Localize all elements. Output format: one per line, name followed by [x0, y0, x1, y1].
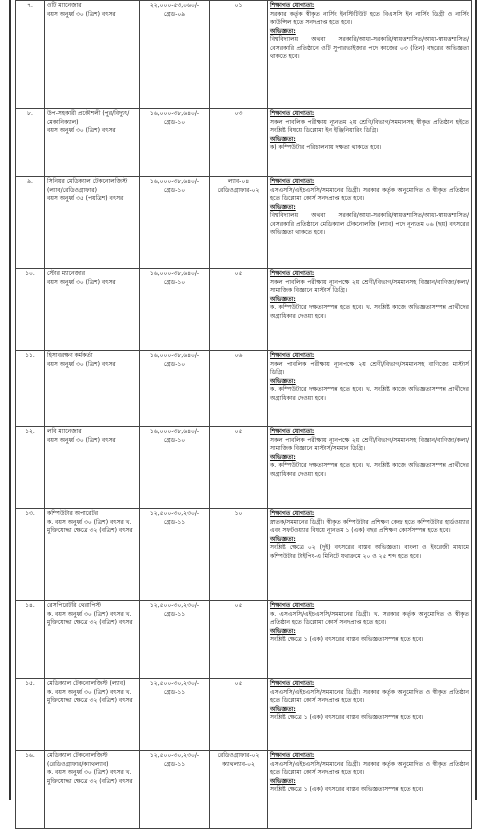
pay-scale: ২২,০০০-৫৩,০৬০/-	[149, 2, 200, 9]
job-circular-table	[15, 0, 472, 829]
experience-heading: অভিজ্ঞতা:	[270, 27, 296, 35]
post-name: রেসপিরেটরি থেরাপিস্ট	[47, 602, 101, 609]
post-cell	[45, 177, 140, 269]
post-name: সিনিয়র মেডিক্যাল টেকনোলজিস্ট (ল্যাব/রেডিওগ্রাফার)	[47, 178, 128, 194]
right-border-line	[475, 0, 477, 800]
post-name: লবি ম্যানেজার	[47, 428, 82, 435]
serial-cell	[16, 177, 45, 269]
experience-text: বিশ্ববিদ্যালয় অথবা সরকারি/আধা-সরকারি/স্বায়ত্তশাসিত/আধা-স্বায়ত্তশাসিত/বেসরকারি প্রতিষ্ঠানে ওটি সুপারভাইজার পদে কাজের ০৩ (তিন) বছরের অভিজ্ঞতা থাকতে হবে।	[270, 36, 469, 60]
table-row	[16, 751, 472, 829]
count-cell	[210, 509, 268, 601]
serial-cell	[16, 679, 45, 751]
pay-grade: গ্রেড-১১	[163, 760, 186, 768]
post-name: কম্পিউটার অপারেটর	[47, 510, 99, 517]
education-text: এসএসসি/এইচএসসি/সমমানের ডিগ্রী। সরকার কর্তৃক অনুমোদিত ও স্বীকৃত প্রতিষ্ঠান হতে ডিপ্লোমা কোর্স সনদপ্রাপ্ত হতে হবে।	[270, 186, 469, 202]
experience-text: ক. কম্পিউটারে দক্ষতাসম্পন্ন হতে হবে। খ. সংশ্লিষ্ট কাজে অভিজ্ঞতাসম্পন্ন প্রার্থীদের অগ্রাধিকার দেওয়া হবে।	[270, 304, 469, 320]
education-text: সকল পাবলিক পরীক্ষায় ন্যূনতম ২য় শ্রেণি/বিভাগ/সমমানসহ স্বীকৃত প্রতিষ্ঠান হইতে সংশ্লিষ্ট বিষয়ে ডিপ্লোমা ইন ইঞ্জিনিয়ারিং ডিগ্রি।	[270, 118, 469, 134]
pay-grade: গ্রেড-১০	[163, 436, 186, 444]
pay-grade: গ্রেড-১১	[163, 610, 186, 618]
count-cell	[210, 751, 268, 829]
education-heading: শিক্ষাগত যোগ্যতা:	[270, 510, 315, 517]
post-name: উপ-সহকারী প্রকৌশলী (পুর/বিদ্যুৎ/মেকানিক্যাল)	[47, 110, 130, 126]
experience-heading: অভিজ্ঞতা:	[270, 453, 296, 461]
pay-cell	[140, 177, 210, 269]
age-limit: বয়স অনুর্ধ্ব ৩৫ (পয়ত্রিশ) বৎসর	[47, 195, 124, 202]
post-name: হিসাবরক্ষণ কর্মকর্তা	[47, 352, 93, 359]
age-limit: ক. বয়স অনুর্ধ্ব ৩০ (ত্রিশ) বৎসর খ. মুক্তিযোদ্ধা ক্ষেত্রে ৩২ (বত্রিশ) বৎসর	[47, 610, 133, 626]
table-body	[16, 1, 472, 829]
age-limit: বয়স অনুর্ধ্ব ৩০ (ত্রিশ) বৎসর	[47, 127, 116, 134]
count-cell	[210, 269, 268, 351]
table-row	[16, 679, 472, 751]
qualification-cell	[268, 751, 472, 829]
serial-number: ১১.	[25, 352, 35, 359]
age-limit: বয়স অনুর্ধ্ব ৩০ (ত্রিশ) বৎসর	[47, 436, 116, 444]
education-heading: শিক্ষাগত যোগ্যতা:	[270, 352, 315, 359]
count-cell	[210, 601, 268, 679]
qualification-cell	[268, 1, 472, 109]
education-text: স্নাতক/সমমানের ডিগ্রী। স্বীকৃত কম্পিউটার প্রশিক্ষণ কেন্দ্র হতে কম্পিউটার হার্ডওয়্যার এবং সফটওয়্যার বিষয়ে ন্যূনতম ১ (এক) বছর প্রশিক্ষণ কোর্সসম্পন্ন হতে হবে।	[270, 518, 469, 534]
experience-heading: অভিজ্ঞতা:	[270, 777, 296, 785]
experience-heading: অভিজ্ঞতা:	[270, 705, 296, 713]
pay-cell	[140, 1, 210, 109]
post-cell	[45, 427, 140, 509]
serial-number: ১৩.	[25, 510, 35, 517]
table-row	[16, 427, 472, 509]
pay-scale: ১৬,০০০-৩৮,৬৪০/-	[149, 270, 200, 277]
serial-cell	[16, 601, 45, 679]
table-row	[16, 269, 472, 351]
education-text: এসএসসি/এইচএসসি/সমমানের ডিগ্রী। সরকার কর্তৃক অনুমোদিত ও স্বীকৃত প্রতিষ্ঠান হতে ডিপ্লোমা কোর্স সনদপ্রাপ্ত হতে হবে।	[270, 760, 469, 776]
pay-grade: গ্রেড-১০	[163, 186, 186, 194]
education-heading: শিক্ষাগত যোগ্যতা:	[270, 752, 315, 759]
count-cell	[210, 177, 268, 269]
serial-cell	[16, 1, 45, 109]
experience-heading: অভিজ্ঞতা:	[270, 203, 296, 211]
pay-cell	[140, 109, 210, 177]
pay-grade: গ্রেড-০৯	[163, 10, 186, 18]
experience-text: ক. কম্পিউটারে দক্ষতাসম্পন্ন হতে হবে। খ. সংশ্লিষ্ট কাজে অভিজ্ঞতাসম্পন্ন প্রার্থীদের অগ্রাধিকার দেওয়া হবে।	[270, 462, 469, 478]
post-count: রেডিওগ্রাফার-০২ ক্যাথল্যাব-০২	[217, 752, 260, 768]
post-count: ০৫	[234, 680, 243, 687]
qualification-cell	[268, 177, 472, 269]
table-row	[16, 509, 472, 601]
qualification-cell	[268, 427, 472, 509]
qualification-cell	[268, 269, 472, 351]
pay-scale: ১৬,০০০-৩৮,৬৪০/-	[149, 110, 200, 117]
age-limit: ক. বয়স অনুর্ধ্ব ৩০ (ত্রিশ) বৎসর খ. মুক্তিযোদ্ধা ক্ষেত্রে ৩২ (বত্রিশ) বৎসর	[47, 769, 133, 785]
pay-scale: ১৬,০০০-৩৮,৬৪০/-	[149, 428, 200, 435]
education-text: সকল পাবলিক পরীক্ষায় ন্যূনপক্ষে ২য় শ্রেণী/বিভাগ/সমমানসহ বিজ্ঞান/বাণিজ্য/কলা/সামাজিক বিজ্ঞানে মাস্টার্স ডিগ্রি।	[270, 278, 469, 294]
serial-cell	[16, 109, 45, 177]
serial-number: ৮.	[27, 110, 33, 117]
age-limit: বয়স অনুর্ধ্ব ৩০ (ত্রিশ) বৎসর	[47, 278, 116, 286]
post-cell	[45, 351, 140, 427]
pay-grade: গ্রেড-১০	[163, 118, 186, 126]
experience-text: সংশ্লিষ্ট ক্ষেত্রে ১ (এক) বৎসরের বাস্তব অভিজ্ঞতাসম্পন্ন হতে হবে।	[270, 786, 424, 793]
serial-cell	[16, 509, 45, 601]
education-heading: শিক্ষাগত যোগ্যতা:	[270, 2, 315, 9]
pay-cell	[140, 427, 210, 509]
experience-text: ক) কম্পিউটার পরিচালনায় দক্ষতা থাকতে হবে।	[270, 144, 382, 151]
post-count: ১০	[234, 510, 243, 517]
pay-grade: গ্রেড-১১	[163, 518, 186, 526]
education-heading: শিক্ষাগত যোগ্যতা:	[270, 602, 315, 609]
serial-number: ১৪.	[25, 602, 35, 609]
qualification-cell	[268, 351, 472, 427]
post-name: স্টোর ম্যানেজার	[47, 270, 86, 277]
experience-heading: অভিজ্ঞতা:	[270, 135, 296, 143]
pay-scale: ১২,৫০০-৩০,২৩০/-	[149, 602, 200, 609]
pay-scale: ১২,৫০০-৩০,২৩০/-	[149, 680, 200, 687]
experience-text: বিশ্ববিদ্যালয় অথবা সরকারি/আধা-সরকারি/স্বায়ত্তশাসিত/আধা-স্বায়ত্তশাসিত/বেসরকারি প্রতিষ্ঠানে মেডিক্যাল টেকনোলজি (ল্যাব) পদে নূন্যতম ০৬ (ছয়) বৎসরের অভিজ্ঞতা থাকতে হবে।	[270, 212, 469, 236]
experience-text: সংশ্লিষ্ট ক্ষেত্রে ১ (এক) বৎসরের বাস্তব অভিজ্ঞতাসম্পন্ন হতে হবে।	[270, 714, 424, 721]
serial-cell	[16, 751, 45, 829]
post-count: ০৫	[234, 428, 243, 435]
pay-grade: গ্রেড-১০	[163, 360, 186, 368]
serial-number: ৯.	[27, 178, 33, 185]
pay-scale: ১২,৫০০-৩০,২৩০/-	[149, 510, 200, 517]
left-border-line	[9, 0, 11, 800]
post-cell	[45, 1, 140, 109]
serial-cell	[16, 351, 45, 427]
pay-scale: ১২,৫০০-৩০,২৩০/-	[149, 752, 200, 759]
education-heading: শিক্ষাগত যোগ্যতা:	[270, 428, 315, 435]
qualification-cell	[268, 601, 472, 679]
qualification-cell	[268, 509, 472, 601]
pay-cell	[140, 751, 210, 829]
experience-heading: অভিজ্ঞতা:	[270, 627, 296, 635]
age-limit: বয়স অনুর্ধ্ব ৩০ (ত্রিশ) বৎসর	[47, 10, 116, 18]
count-cell	[210, 109, 268, 177]
post-count: ল্যাব-০৪ রেডিওগ্রাফার-০২	[217, 178, 260, 194]
age-limit: ক. বয়স অনুর্ধ্ব ৩০ (ত্রিশ) বৎসর খ. মুক্তিযোদ্ধা ক্ষেত্রে ৩২ (বত্রিশ) বৎসর	[47, 688, 133, 704]
education-heading: শিক্ষাগত যোগ্যতা:	[270, 110, 315, 117]
post-count: ০৬	[234, 352, 243, 359]
age-limit: বয়স অনুর্ধ্ব ৩০ (ত্রিশ) বৎসর	[47, 360, 116, 368]
post-name: মেডিক্যাল টেকনোলজিস্ট (রেডিওগ্রাফার/ক্যাথল্যাব)	[47, 752, 109, 768]
post-cell	[45, 509, 140, 601]
post-name: ওটি ম্যানেজার	[47, 2, 82, 9]
table-row	[16, 1, 472, 109]
experience-text: সংশ্লিষ্ট ক্ষেত্রে ০২ (দুই) বৎসরের বাস্তব অভিজ্ঞতা। বাংলা ও ইংরেজী মাধ্যমে কম্পিউটার টাইপিং-এ মিনিটে যথাক্রমে ২০ ও ২৫ শব্দ হতে হবে।	[270, 544, 469, 560]
experience-text: সংশ্লিষ্ট ক্ষেত্রে ১ (এক) বৎসরের বাস্তব অভিজ্ঞতাসম্পন্ন হতে হবে।	[270, 636, 424, 643]
count-cell	[210, 1, 268, 109]
post-count: ০৩	[234, 110, 243, 117]
post-count: ০৫	[234, 602, 243, 609]
pay-cell	[140, 601, 210, 679]
pay-cell	[140, 269, 210, 351]
serial-number: ১৫.	[25, 680, 35, 687]
experience-heading: অভিজ্ঞতা:	[270, 377, 296, 385]
table-row	[16, 351, 472, 427]
education-text: এসএসসি/এইচএসসি/সমমানের ডিগ্রী। সরকার কর্তৃক অনুমোদিত ও স্বীকৃত প্রতিষ্ঠান হতে ডিপ্লোমা কোর্স সনদপ্রাপ্ত হতে হবে।	[270, 688, 469, 704]
post-count: ০১	[234, 2, 243, 9]
qualification-cell	[268, 679, 472, 751]
post-cell	[45, 751, 140, 829]
pay-grade: গ্রেড-১১	[163, 688, 186, 696]
education-text: সরকার কর্তৃক স্বীকৃত নার্সিং ইনস্টিটিউট হতে বিএসসি ইন নার্সিং ডিগ্রী ও নার্সিং কাউন্সিল হতে সনদপ্রাপ্ত হতে হবে।	[270, 10, 469, 26]
education-text: সকল পাবলিক পরীক্ষায় ন্যূনপক্ষে ২য় শ্রেণী/বিভাগ/সমমানসহ বিজ্ঞান/বাণিজ্য/কলা/সামাজিক বিজ্ঞানে মাস্টার্স/সমমান ডিগ্রি।	[270, 436, 469, 452]
qualification-cell	[268, 109, 472, 177]
count-cell	[210, 427, 268, 509]
age-limit: ক. বয়স অনুর্ধ্ব ৩০ (ত্রিশ) বৎসর খ. মুক্তিযোদ্ধা ক্ষেত্রে ৩২ (বত্রিশ) বৎসর	[47, 518, 133, 534]
education-text: সকল পাবলিক পরীক্ষায় ন্যূনপক্ষে ২য় শ্রেণী/বিভাগ/সমমানসহ বাণিজ্যে মাস্টার্স ডিগ্রি।	[270, 360, 469, 376]
post-count: ০৫	[234, 270, 243, 277]
pay-cell	[140, 509, 210, 601]
education-heading: শিক্ষাগত যোগ্যতা:	[270, 680, 315, 687]
post-cell	[45, 679, 140, 751]
count-cell	[210, 351, 268, 427]
serial-number: ১৬.	[25, 752, 35, 759]
table-row	[16, 177, 472, 269]
experience-heading: অভিজ্ঞতা:	[270, 295, 296, 303]
post-cell	[45, 269, 140, 351]
table-row	[16, 601, 472, 679]
pay-scale: ১৬,০০০-৩৮,৬৪০/-	[149, 352, 200, 359]
pay-cell	[140, 351, 210, 427]
pay-scale: ১৬,০০০-৩৮,৬৪০/-	[149, 178, 200, 185]
education-text: ক. এসএসসি/এইচএসসি/সমমানের ডিগ্রী। খ. সরকার কর্তৃক অনুমোদিত ও স্বীকৃত প্রতিষ্ঠান হতে ডিপ্লোমা কোর্স সনদপ্রাপ্ত হতে হবে।	[270, 610, 469, 626]
pay-grade: গ্রেড-১০	[163, 278, 186, 286]
serial-number: ১০.	[25, 270, 35, 277]
post-cell	[45, 109, 140, 177]
experience-text: ক. কম্পিউটারে দক্ষতাসম্পন্ন হতে হবে। খ. সংশ্লিষ্ট কাজে অভিজ্ঞতাসম্পন্ন প্রার্থীদের অগ্রাধিকার দেওয়া হবে।	[270, 386, 469, 402]
serial-cell	[16, 269, 45, 351]
serial-number: ১২.	[25, 428, 35, 435]
post-cell	[45, 601, 140, 679]
pay-cell	[140, 679, 210, 751]
count-cell	[210, 679, 268, 751]
serial-cell	[16, 427, 45, 509]
experience-heading: অভিজ্ঞতা:	[270, 535, 296, 543]
table-row	[16, 109, 472, 177]
serial-number: ৭.	[27, 2, 33, 9]
education-heading: শিক্ষাগত যোগ্যতা:	[270, 178, 315, 185]
education-heading: শিক্ষাগত যোগ্যতা:	[270, 270, 315, 277]
post-name: মেডিক্যাল টেকনোলজিস্ট (ল্যাব)	[47, 680, 126, 687]
